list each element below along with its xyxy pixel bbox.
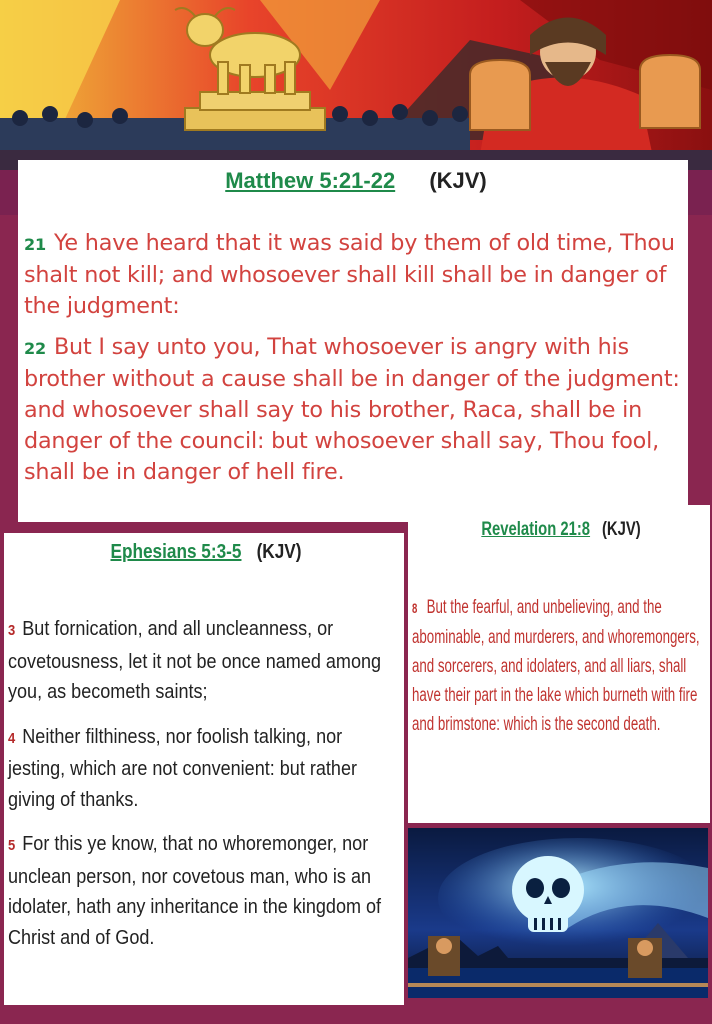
verse-number: 3 xyxy=(8,623,16,639)
ephesians-title xyxy=(36,541,377,564)
matthew-scripture-card xyxy=(18,160,688,522)
ephesians-scripture-card xyxy=(4,533,404,1005)
revelation-reference: Revelation 21:8 xyxy=(481,519,591,540)
ephesians-version: (KJV) xyxy=(256,541,302,563)
revelation-scripture-card xyxy=(408,505,710,823)
verse-number: 8 xyxy=(412,601,418,616)
verse-text: But the fearful, and unbelieving, and the abominable, and murderers, and whoremongers, and sorcerers, and idolaters, and all liars, shall have their part in the lake which burneth with fire and brimstone: which is the second death. xyxy=(412,597,700,735)
verse-text: But I say unto you, That whosoever is angry with his brother without a cause shall be in danger of the judgment: and whosoever shall say to his brother, Raca, shall be in danger of the council: but whosoever shall say, Thou fool, shall be in danger of hell fire. xyxy=(24,334,680,485)
verse-text: Ye have heard that it was said by them of old time, Thou shalt not kill; and whosoever shall kill shall be in danger of the judgment: xyxy=(24,230,675,319)
verse xyxy=(8,722,402,816)
verse xyxy=(412,593,705,739)
verse xyxy=(8,614,402,708)
verse-number: 21 xyxy=(24,235,46,254)
verse xyxy=(24,228,688,322)
verse xyxy=(24,332,688,488)
revelation-version: (KJV) xyxy=(601,519,641,540)
matthew-reference: Matthew 5:21-22 xyxy=(225,168,396,193)
verse-text: Neither filthiness, nor foolish talking, nor jesting, which are not convenient: but rather giving of thanks. xyxy=(8,724,357,811)
verse-text: But fornication, and all uncleanness, or covetousness, let it not be once named among you, as becometh saints; xyxy=(8,617,382,703)
verse-number: 5 xyxy=(8,838,16,854)
revelation-title xyxy=(445,519,677,541)
matthew-version: (KJV) xyxy=(429,168,487,193)
verse-text: For this ye know, that no whoremonger, nor unclean person, nor covetous man, who is an idolater, hath any inheritance in the kingdom of Christ and of God. xyxy=(8,832,382,949)
ephesians-reference: Ephesians 5:3-5 xyxy=(110,541,242,563)
verse-number: 22 xyxy=(24,339,46,358)
ghost-skull-illustration xyxy=(408,828,708,998)
matthew-title xyxy=(24,168,688,194)
verse xyxy=(8,829,402,953)
verse-number: 4 xyxy=(8,730,16,747)
